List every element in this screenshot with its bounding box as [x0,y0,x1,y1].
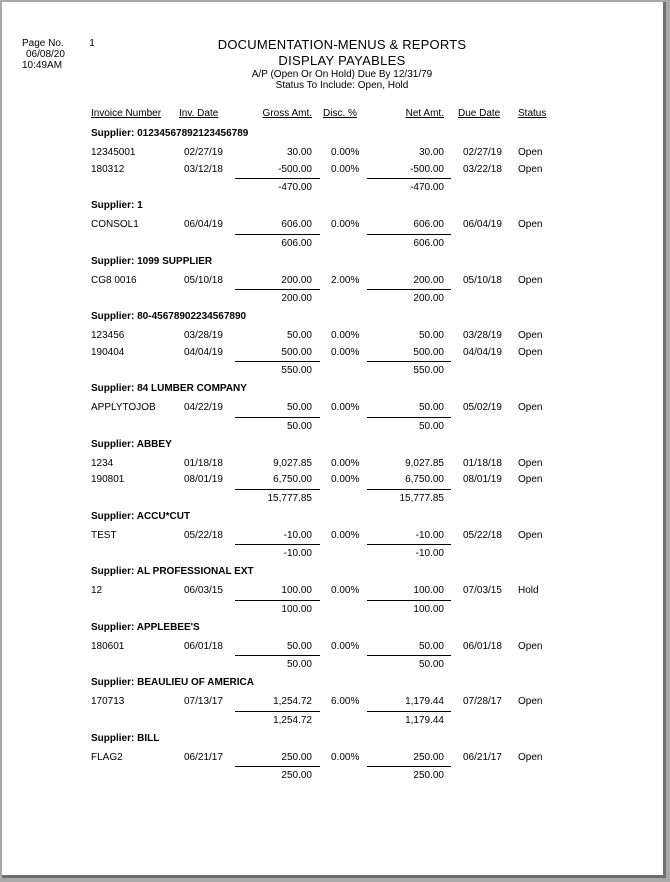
net-amount: 50.00 [418,330,444,341]
supplier-header: Supplier: 1099 SUPPLIER [91,255,213,267]
net-amount: 200.00 [413,274,444,286]
invoice-row [2,693,663,710]
supplier-header: Supplier: BEAULIEU OF AMERICA [91,677,254,688]
invoice-date: 06/21/17 [184,751,223,763]
supplier-header: Supplier: ABBEY [91,438,172,450]
gross-total: 15,777.85 [267,492,312,504]
report-date: 06/08/20 [26,49,65,60]
discount-percent: 0.00% [331,751,360,763]
supplier-total [2,177,663,196]
discount-percent: 6.00% [331,696,360,707]
supplier-group [2,673,663,729]
invoice-date: 02/27/19 [184,147,223,158]
invoice-date: 04/04/19 [184,346,223,358]
discount-percent: 0.00% [331,163,360,175]
gross-total: 1,254.72 [273,714,312,726]
invoice-number: 180601 [91,640,125,652]
invoice-date: 03/12/18 [184,163,223,175]
net-amount: 500.00 [413,346,444,358]
gross-amount: -10.00 [283,529,312,541]
invoice-row [2,455,663,472]
net-total-rule [367,289,451,290]
due-date: 06/21/17 [463,751,502,763]
invoice-number: APPLYTOJOB [91,402,156,413]
status: Open [518,274,543,286]
col-net-amt: Net Amt. [405,108,444,119]
net-total: 200.00 [413,293,444,304]
invoice-number: 170713 [91,696,125,707]
due-date: 07/03/15 [463,585,502,596]
col-disc-pct: Disc. % [323,108,357,119]
due-date: 05/02/19 [463,402,502,413]
invoice-date: 07/13/17 [184,696,223,707]
supplier-total [2,765,663,784]
report-time: 10:49AM [22,60,63,71]
discount-percent: 0.00% [331,640,360,652]
invoice-date: 08/01/19 [184,474,223,485]
net-amount: -10.00 [415,529,444,541]
gross-total: 50.00 [286,420,312,432]
supplier-header: Supplier: 84 LUMBER COMPANY [91,383,247,394]
status: Open [518,402,543,413]
due-date: 07/28/17 [463,696,502,707]
discount-percent: 0.00% [331,219,360,230]
gross-amount: 100.00 [281,585,312,596]
net-total-rule [367,655,451,656]
net-total-rule [367,178,451,179]
gross-amount: 606.00 [281,219,312,230]
net-total-rule [367,766,451,767]
status: Open [518,147,543,158]
net-total-rule [367,711,451,712]
col-due-date: Due Date [458,108,501,119]
supplier-group [2,507,663,563]
gross-amount: 50.00 [286,402,312,413]
status: Open [518,457,543,469]
supplier-group [2,618,663,674]
invoice-date: 05/10/18 [184,274,223,286]
net-amount: -500.00 [410,163,444,175]
gross-amount: 30.00 [286,147,312,158]
due-date: 05/10/18 [463,274,502,286]
discount-percent: 0.00% [331,346,360,358]
supplier-group [2,252,663,308]
supplier-group [2,196,663,252]
gross-total-rule [235,417,320,418]
report-body [2,124,663,784]
invoice-number: 190801 [91,474,125,485]
report-status-filter: Status To Include: Open, Hold [275,80,409,91]
invoice-row [2,527,663,544]
discount-percent: 0.00% [331,402,360,413]
invoice-number: FLAG2 [91,751,123,763]
report-title: DOCUMENTATION-MENUS & REPORTS [217,37,467,52]
invoice-row [2,216,663,233]
supplier-total [2,543,663,562]
invoice-row [2,399,663,416]
due-date: 05/22/18 [463,529,502,541]
invoice-number: 12 [91,585,103,596]
invoice-date: 05/22/18 [184,529,223,541]
gross-total: -470.00 [278,182,312,193]
discount-percent: 0.00% [331,457,360,469]
net-total: 50.00 [418,420,444,432]
net-total-rule [367,600,451,601]
supplier-header: Supplier: AL PROFESSIONAL EXT [91,566,254,577]
gross-amount: 500.00 [281,346,312,358]
due-date: 03/22/18 [463,163,502,175]
net-total: -10.00 [415,548,444,559]
net-amount: 50.00 [418,402,444,413]
due-date: 02/27/19 [463,147,502,158]
discount-percent: 0.00% [331,474,360,485]
gross-total-rule [235,600,320,601]
status: Open [518,640,543,652]
discount-percent: 0.00% [331,585,360,596]
due-date: 06/01/18 [463,640,502,652]
gross-total: 100.00 [281,603,312,615]
gross-amount: 6,750.00 [273,474,312,485]
gross-total: -10.00 [283,548,312,559]
gross-total-rule [235,178,320,179]
supplier-total [2,710,663,729]
net-total-rule [367,489,451,490]
due-date: 04/04/19 [463,346,502,358]
status: Open [518,346,543,358]
gross-total-rule [235,234,320,235]
net-amount: 50.00 [418,640,444,652]
due-date: 08/01/19 [463,474,502,485]
net-total: -470.00 [410,182,444,193]
gross-total-rule [235,711,320,712]
supplier-group [2,379,663,435]
supplier-header: Supplier: 80-45678902234567890 [91,311,247,322]
net-amount: 30.00 [418,147,444,158]
net-total: 50.00 [418,659,444,670]
net-total-rule [367,234,451,235]
gross-total: 550.00 [281,365,312,376]
supplier-header: Supplier: APPLEBEE'S [91,621,200,633]
invoice-row [2,749,663,766]
col-invoice-number: Invoice Number [91,108,162,119]
supplier-header: Supplier: 1 [91,200,143,211]
gross-total-rule [235,544,320,545]
status: Open [518,696,543,707]
page-label: Page No. [22,38,64,49]
invoice-date: 06/04/19 [184,219,223,230]
supplier-header: Supplier: 01234567892123456789 [91,128,249,139]
invoice-row [2,471,663,488]
invoice-date: 01/18/18 [184,457,223,469]
report-subtitle: DISPLAY PAYABLES [278,53,406,68]
supplier-total [2,599,663,618]
status: Open [518,163,543,175]
supplier-total [2,488,663,507]
gross-total-rule [235,361,320,362]
report-page [2,2,666,878]
invoice-number: 190404 [91,346,125,358]
supplier-total [2,233,663,252]
gross-amount: 1,254.72 [273,696,312,707]
gross-amount: 9,027.85 [273,457,312,469]
gross-total: 200.00 [281,293,312,304]
discount-percent: 0.00% [331,529,360,541]
net-amount: 250.00 [413,751,444,763]
gross-total-rule [235,766,320,767]
page-number: 1 [89,38,95,49]
invoice-row [2,272,663,289]
invoice-date: 03/28/19 [184,330,223,341]
invoice-date: 06/03/15 [184,585,223,596]
invoice-number: 12345001 [91,147,136,158]
gross-amount: 50.00 [286,330,312,341]
invoice-number: CONSOL1 [91,219,139,230]
gross-amount: 200.00 [281,274,312,286]
supplier-group [2,435,663,507]
invoice-row [2,161,663,178]
net-total: 550.00 [413,365,444,376]
report-criteria: A/P (Open Or On Hold) Due By 12/31/79 [251,69,433,80]
col-gross-amt: Gross Amt. [262,108,312,119]
invoice-date: 04/22/19 [184,402,223,413]
discount-percent: 2.00% [331,274,360,286]
status: Open [518,474,543,485]
supplier-total [2,360,663,379]
invoice-row [2,144,663,161]
status: Hold [518,585,539,596]
discount-percent: 0.00% [331,147,360,158]
status: Open [518,219,543,230]
supplier-header: Supplier: ACCU*CUT [91,510,191,522]
gross-total-rule [235,289,320,290]
supplier-group [2,307,663,379]
net-amount: 606.00 [413,219,444,230]
gross-total: 250.00 [281,770,312,781]
net-total-rule [367,544,451,545]
invoice-row [2,582,663,599]
due-date: 01/18/18 [463,457,502,469]
gross-amount: -500.00 [278,163,312,175]
due-date: 03/28/19 [463,330,502,341]
net-total: 250.00 [413,770,444,781]
invoice-number: 180312 [91,163,125,175]
gross-total-rule [235,655,320,656]
net-amount: 9,027.85 [405,457,444,469]
invoice-date: 06/01/18 [184,640,223,652]
net-total: 15,777.85 [399,492,444,504]
status: Open [518,330,543,341]
supplier-group [2,729,663,785]
col-status: Status [518,108,547,119]
discount-percent: 0.00% [331,330,360,341]
net-amount: 100.00 [413,585,444,596]
col-inv-date: Inv. Date [179,108,219,119]
supplier-group [2,562,663,618]
net-total-rule [367,417,451,418]
status: Open [518,529,543,541]
due-date: 06/04/19 [463,219,502,230]
supplier-header: Supplier: BILL [91,732,160,744]
invoice-number: 123456 [91,330,125,341]
invoice-number: CG8 0016 [91,274,137,286]
supplier-group [2,124,663,196]
net-total: 606.00 [413,237,444,249]
invoice-row [2,638,663,655]
invoice-row [2,327,663,344]
invoice-number: 1234 [91,457,114,469]
gross-amount: 250.00 [281,751,312,763]
invoice-number: TEST [91,529,117,541]
status: Open [518,751,543,763]
gross-total: 606.00 [281,237,312,249]
gross-amount: 50.00 [286,640,312,652]
supplier-total [2,654,663,673]
net-amount: 1,179.44 [405,696,444,707]
net-amount: 6,750.00 [405,474,444,485]
gross-total: 50.00 [286,659,312,670]
supplier-total [2,288,663,307]
supplier-total [2,416,663,435]
net-total: 100.00 [413,603,444,615]
net-total: 1,179.44 [405,714,444,726]
gross-total-rule [235,489,320,490]
invoice-row [2,344,663,361]
net-total-rule [367,361,451,362]
